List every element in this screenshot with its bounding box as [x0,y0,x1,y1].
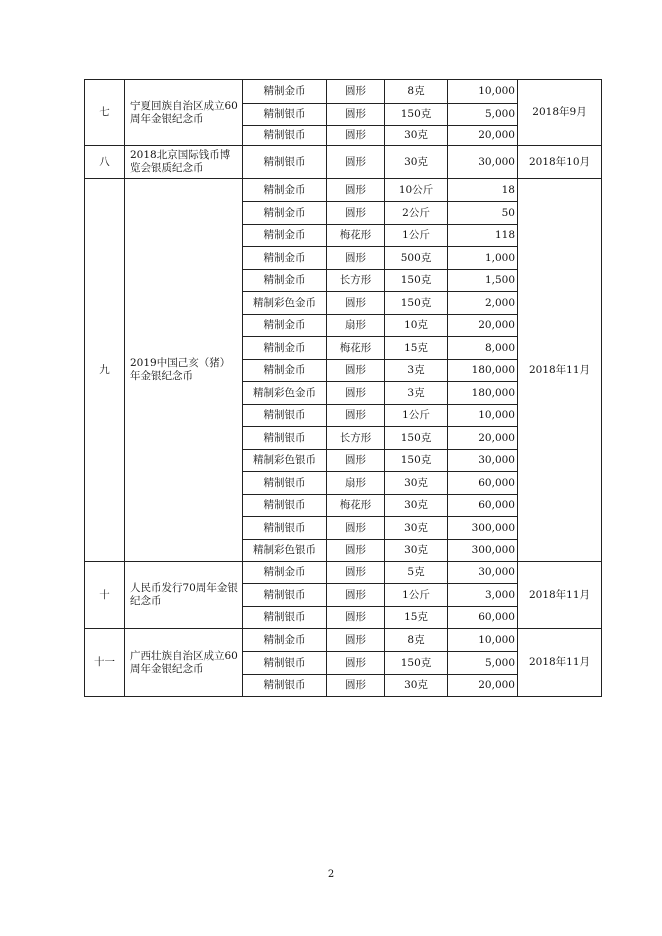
quantity-cell: 1,500 [448,270,518,292]
material-cell: 精制银币 [243,495,327,517]
material-cell: 精制银币 [243,675,327,697]
quantity-cell: 300,000 [448,540,518,562]
spec-cell: 30克 [385,495,448,517]
shape-cell: 扇形 [327,315,385,337]
shape-cell: 圆形 [327,146,385,179]
material-cell: 精制彩色金币 [243,382,327,405]
shape-cell: 长方形 [327,270,385,292]
quantity-cell: 10,000 [448,629,518,652]
quantity-cell: 20,000 [448,675,518,697]
quantity-cell: 30,000 [448,450,518,472]
quantity-cell: 5,000 [448,104,518,126]
quantity-cell: 180,000 [448,360,518,382]
material-cell: 精制银币 [243,584,327,607]
material-cell: 精制银币 [243,517,327,540]
spec-cell: 30克 [385,675,448,697]
shape-cell: 圆形 [327,607,385,629]
spec-cell: 150克 [385,450,448,472]
material-cell: 精制银币 [243,104,327,126]
shape-cell: 圆形 [327,562,385,584]
spec-cell: 150克 [385,104,448,126]
material-cell: 精制银币 [243,607,327,629]
shape-cell: 梅花形 [327,225,385,247]
group-number-cell: 十一 [85,629,125,697]
issue-date-cell: 2018年11月 [518,562,602,629]
material-cell: 精制金币 [243,202,327,225]
issue-date-cell: 2018年11月 [518,179,602,562]
coin-table-body [85,80,602,697]
spec-cell: 30克 [385,472,448,495]
shape-cell: 圆形 [327,517,385,540]
material-cell: 精制金币 [243,270,327,292]
material-cell: 精制彩色金币 [243,292,327,315]
quantity-cell: 10,000 [448,405,518,427]
material-cell: 精制金币 [243,315,327,337]
spec-cell: 150克 [385,652,448,675]
quantity-cell: 30,000 [448,146,518,179]
shape-cell: 长方形 [327,427,385,450]
quantity-cell: 20,000 [448,126,518,146]
spec-cell: 30克 [385,146,448,179]
shape-cell: 圆形 [327,450,385,472]
quantity-cell: 30,000 [448,562,518,584]
shape-cell: 圆形 [327,126,385,146]
quantity-cell: 300,000 [448,517,518,540]
material-cell: 精制金币 [243,80,327,104]
shape-cell: 圆形 [327,80,385,104]
spec-cell: 1公斤 [385,225,448,247]
quantity-cell: 20,000 [448,427,518,450]
material-cell: 精制金币 [243,247,327,270]
shape-cell: 圆形 [327,675,385,697]
quantity-cell: 18 [448,179,518,202]
spec-cell: 30克 [385,517,448,540]
issue-date-cell: 2018年10月 [518,146,602,179]
group-number-cell: 八 [85,146,125,179]
material-cell: 精制金币 [243,562,327,584]
material-cell: 精制金币 [243,337,327,360]
quantity-cell: 180,000 [448,382,518,405]
coin-name-cell: 2018北京国际钱币博览会银质纪念币 [125,146,243,179]
table-row [85,80,602,104]
material-cell: 精制金币 [243,360,327,382]
page-number: 2 [327,869,335,880]
quantity-cell: 60,000 [448,495,518,517]
group-number-cell: 七 [85,80,125,146]
spec-cell: 1公斤 [385,405,448,427]
quantity-cell: 5,000 [448,652,518,675]
spec-cell: 3克 [385,382,448,405]
shape-cell: 圆形 [327,584,385,607]
coin-issue-table [84,79,602,697]
shape-cell: 圆形 [327,202,385,225]
spec-cell: 30克 [385,126,448,146]
quantity-cell: 10,000 [448,80,518,104]
coin-name-cell: 人民币发行70周年金银纪念币 [125,562,243,629]
material-cell: 精制彩色银币 [243,540,327,562]
shape-cell: 梅花形 [327,337,385,360]
spec-cell: 10公斤 [385,179,448,202]
quantity-cell: 60,000 [448,472,518,495]
material-cell: 精制银币 [243,472,327,495]
spec-cell: 15克 [385,337,448,360]
material-cell: 精制银币 [243,652,327,675]
quantity-cell: 118 [448,225,518,247]
shape-cell: 扇形 [327,472,385,495]
table-row [85,146,602,179]
spec-cell: 2公斤 [385,202,448,225]
material-cell: 精制银币 [243,427,327,450]
material-cell: 精制金币 [243,629,327,652]
spec-cell: 10克 [385,315,448,337]
spec-cell: 30克 [385,540,448,562]
shape-cell: 圆形 [327,540,385,562]
material-cell: 精制银币 [243,146,327,179]
group-number-cell: 九 [85,179,125,562]
quantity-cell: 50 [448,202,518,225]
spec-cell: 500克 [385,247,448,270]
group-number-cell: 十 [85,562,125,629]
shape-cell: 圆形 [327,629,385,652]
spec-cell: 150克 [385,292,448,315]
material-cell: 精制彩色银币 [243,450,327,472]
material-cell: 精制银币 [243,405,327,427]
quantity-cell: 2,000 [448,292,518,315]
shape-cell: 圆形 [327,382,385,405]
shape-cell: 圆形 [327,360,385,382]
material-cell: 精制银币 [243,126,327,146]
coin-name-cell: 2019中国己亥（猪）年金银纪念币 [125,179,243,562]
spec-cell: 1公斤 [385,584,448,607]
quantity-cell: 8,000 [448,337,518,360]
spec-cell: 3克 [385,360,448,382]
table-row [85,629,602,652]
material-cell: 精制金币 [243,225,327,247]
quantity-cell: 3,000 [448,584,518,607]
spec-cell: 150克 [385,270,448,292]
coin-name-cell: 宁夏回族自治区成立60周年金银纪念币 [125,80,243,146]
shape-cell: 圆形 [327,652,385,675]
spec-cell: 5克 [385,562,448,584]
quantity-cell: 1,000 [448,247,518,270]
shape-cell: 圆形 [327,405,385,427]
shape-cell: 梅花形 [327,495,385,517]
issue-date-cell: 2018年11月 [518,629,602,697]
spec-cell: 150克 [385,427,448,450]
spec-cell: 8克 [385,80,448,104]
spec-cell: 15克 [385,607,448,629]
shape-cell: 圆形 [327,179,385,202]
quantity-cell: 60,000 [448,607,518,629]
shape-cell: 圆形 [327,104,385,126]
material-cell: 精制金币 [243,179,327,202]
spec-cell: 8克 [385,629,448,652]
table-row [85,562,602,584]
quantity-cell: 20,000 [448,315,518,337]
issue-date-cell: 2018年9月 [518,80,602,146]
coin-name-cell: 广西壮族自治区成立60周年金银纪念币 [125,629,243,697]
shape-cell: 圆形 [327,292,385,315]
shape-cell: 圆形 [327,247,385,270]
table-row [85,179,602,202]
